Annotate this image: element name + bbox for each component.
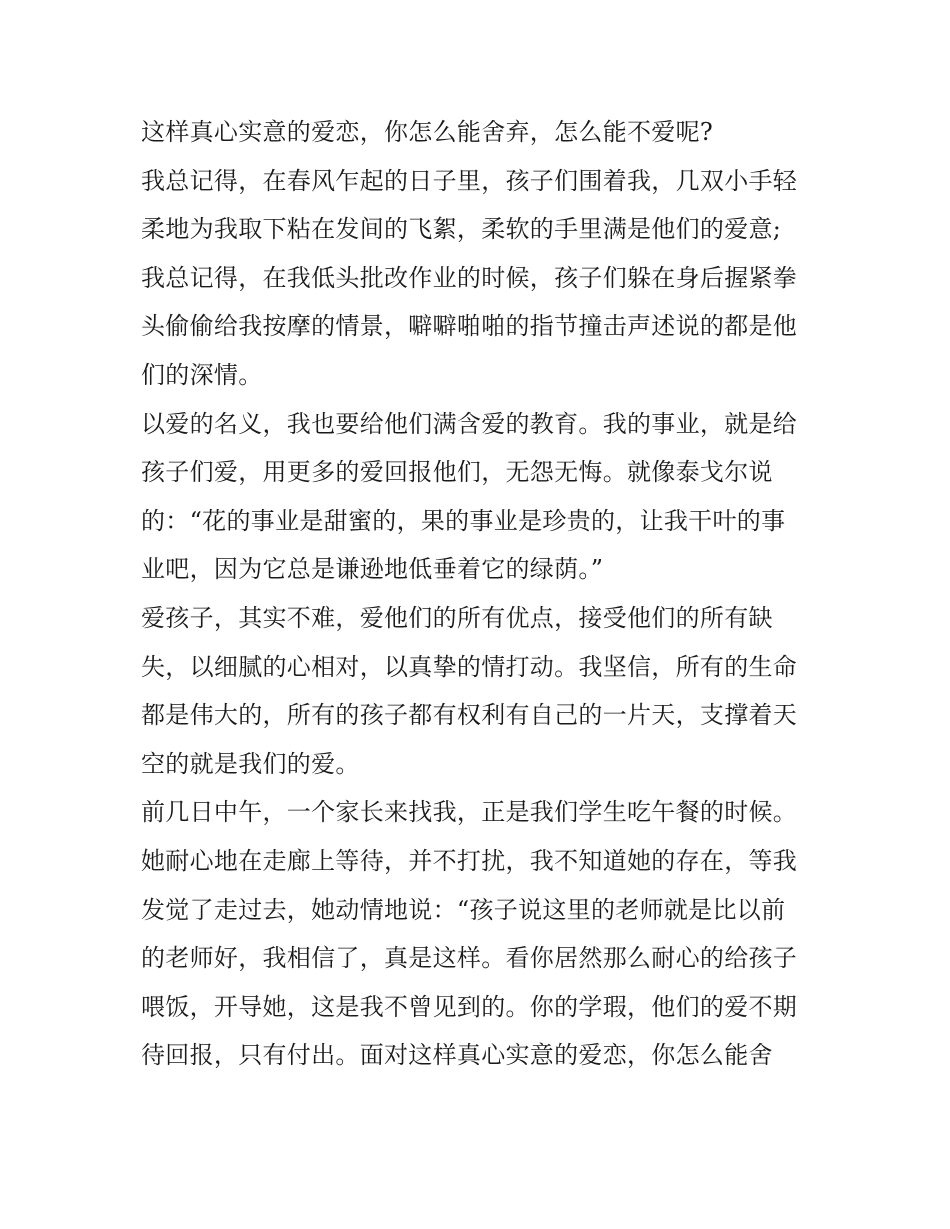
text-line: 以爱的名义，我也要给他们满含爱的教育。我的事业，就是给: [141, 409, 798, 438]
text-line: 都是伟大的，所有的孩子都有权利有自己的一片天，支撑着天: [141, 701, 798, 730]
text-line: 我总记得，在春风乍起的日子里，孩子们围着我，几双小手轻: [141, 166, 798, 195]
text-line: 失，以细腻的心相对，以真挚的情打动。我坚信，所有的生命: [141, 652, 798, 681]
text-line: 待回报，只有付出。面对这样真心实意的爱恋，你怎么能舍: [141, 1041, 773, 1070]
text-line: 孩子们爱，用更多的爱回报他们，无怨无悔。就像泰戈尔说: [141, 458, 773, 487]
text-line: 前几日中午，一个家长来找我，正是我们学生吃午餐的时候。: [141, 798, 798, 827]
text-line: 柔地为我取下粘在发间的飞絮，柔软的手里满是他们的爱意;: [141, 215, 782, 244]
text-line: 发觉了走过去，她动情地说：“孩子说这里的老师就是比以前: [141, 895, 786, 924]
text-line: 爱孩子，其实不难，爱他们的所有优点，接受他们的所有缺: [141, 603, 773, 632]
text-line: 喂饭，开导她，这是我不曾见到的。你的学瑕，他们的爱不期: [141, 992, 798, 1021]
text-line: 业吧，因为它总是谦逊地低垂着它的绿荫。”: [141, 555, 604, 584]
text-line: 这样真心实意的爱恋，你怎么能舍弃，怎么能不爱呢?: [141, 118, 714, 146]
text-line: 她耐心地在走廊上等待，并不打扰，我不知道她的存在，等我: [141, 846, 798, 875]
text-line: 头偷偷给我按摩的情景，噼噼啪啪的指节撞击声述说的都是他: [141, 312, 798, 341]
text-line: 我总记得，在我低头批改作业的时候，孩子们躲在身后握紧拳: [141, 263, 798, 292]
body-text: [141, 108, 821, 1080]
text-line: 空的就是我们的爱。: [141, 749, 360, 778]
text-line: 的：“花的事业是甜蜜的，果的事业是珍贵的，让我干叶的事: [141, 506, 786, 535]
text-line: 们的深情。: [141, 360, 263, 389]
text-line: 的老师好，我相信了，真是这样。看你居然那么耐心的给孩子: [141, 944, 798, 973]
